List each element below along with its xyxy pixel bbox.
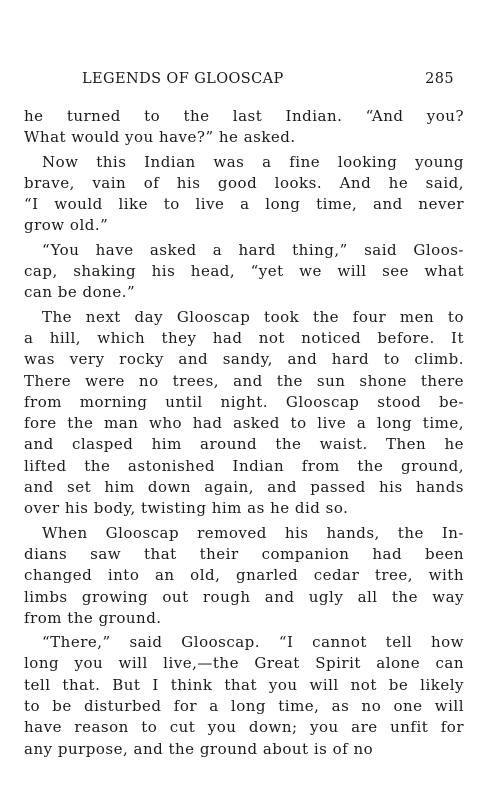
page-number: 285 bbox=[425, 71, 454, 87]
running-title: LEGENDS OF GLOOSCAP bbox=[82, 71, 284, 87]
text-line: grow old.” bbox=[24, 216, 109, 235]
text-line: have reason to cut you down; you are unfit for bbox=[24, 718, 464, 737]
text-line: was very rocky and sandy, and hard to climb. bbox=[24, 350, 464, 369]
text-line: What would you have?” he asked. bbox=[24, 128, 296, 147]
text-line: The next day Glooscap took the four men to bbox=[42, 307, 464, 326]
text-line: any purpose, and the ground about is of no bbox=[24, 739, 374, 758]
paragraph bbox=[24, 240, 464, 304]
text-line: cap, shaking his head, “yet we will see what bbox=[24, 262, 464, 281]
text-line: and set him down again, and passed his hands bbox=[24, 478, 464, 497]
text-line: Now this Indian was a fine looking young bbox=[42, 152, 464, 171]
text-line: tell that. But I think that you will not be likely bbox=[24, 675, 464, 694]
text-line: he turned to the last Indian. “And you? bbox=[24, 107, 464, 125]
text-line: “You have asked a hard thing,” said Gloos- bbox=[42, 240, 464, 259]
paragraph bbox=[24, 106, 464, 149]
text-line: “There,” said Glooscap. “I cannot tell how bbox=[42, 633, 464, 652]
text-line: changed into an old, gnarled cedar tree, with bbox=[24, 566, 464, 585]
paragraph bbox=[24, 307, 464, 520]
page-header bbox=[60, 71, 466, 93]
paragraph bbox=[24, 152, 464, 237]
text-line: from the ground. bbox=[24, 608, 162, 627]
text-line: a hill, which they had not noticed before. It bbox=[24, 328, 464, 347]
text-line: dians saw that their companion had been bbox=[24, 544, 464, 563]
text-line: fore the man who had asked to live a long time, bbox=[24, 414, 464, 433]
paragraph bbox=[24, 523, 464, 629]
text-line: to be disturbed for a long time, as no one will bbox=[24, 697, 464, 716]
text-line: can be done.” bbox=[24, 283, 136, 302]
text-line: brave, vain of his good looks. And he said, bbox=[24, 173, 464, 192]
text-line: over his body, twisting him as he did so. bbox=[24, 499, 349, 518]
text-line: limbs growing out rough and ugly all the way bbox=[24, 587, 464, 606]
text-line: lifted the astonished Indian from the ground, bbox=[24, 456, 464, 475]
paragraph bbox=[24, 632, 464, 760]
text-line: from morning until night. Glooscap stood be- bbox=[24, 392, 464, 411]
text-line: There were no trees, and the sun shone there bbox=[24, 371, 464, 390]
text-line: “I would like to live a long time, and never bbox=[24, 195, 464, 214]
text-line: When Glooscap removed his hands, the In- bbox=[42, 523, 464, 542]
text-line: and clasped him around the waist. Then he bbox=[24, 435, 464, 454]
body-text bbox=[24, 106, 464, 760]
text-line: long you will live,—the Great Spirit alone can bbox=[24, 654, 464, 673]
